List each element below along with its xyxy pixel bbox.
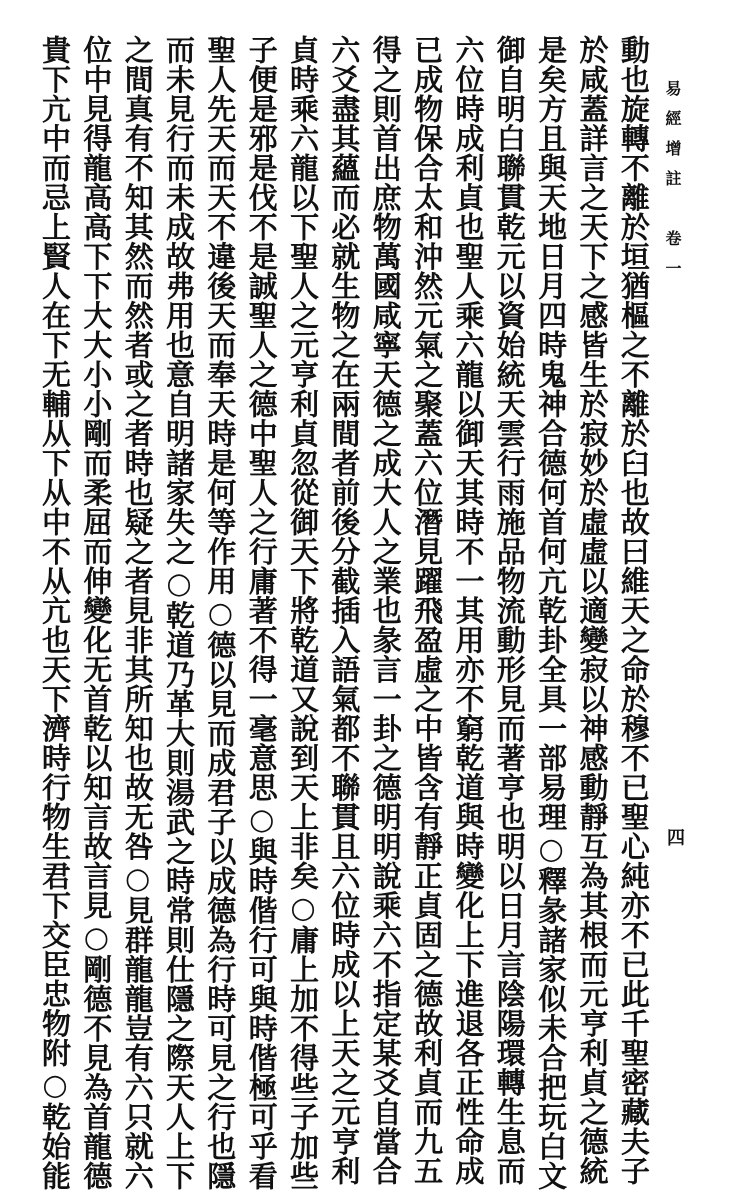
text-column: 六爻盡其蘊而必就生物之在兩間者前後分截插入語氣都不聯貫且六位時成以上天之元亨利	[327, 35, 362, 1186]
body-text	[38, 35, 651, 1191]
text-column: 得之則首出庶物萬國咸寧天德之成大人之業也彖言一卦之德明明說乘六不指定某爻自當合	[368, 35, 403, 1186]
text-column: 而未見行而未成故弗用也意自明諸家失之○乾道乃革大則湯武之時常則仕隱之際天人上下	[162, 35, 197, 1191]
volume-label: 卷一	[663, 230, 682, 290]
text-column: 子便是邪是伐不是誠聖人之德中聖人之行庸著不得一毫意思○與時偕行可與時偕極可乎看	[244, 35, 279, 1191]
text-column: 御自明白聯貫乾元以資始統天雲行雨施品物流動形見而著亨也明以日月言陰陽環轉生息而	[492, 35, 527, 1186]
text-column: 已成物保合太和沖然元氣之聚蓋六位潛見躍飛盈虛之中皆含有靜正貞固之德故利貞而九五	[410, 35, 445, 1186]
text-column: 位中見得龍高高下下大大小小剛而柔屈而伸變化无首乾以知言故言見○剛德不見為首龍德	[79, 35, 114, 1191]
text-column: 是矣方且與天地日月四時鬼神合德何首何亢乾卦全具一部易理○釋彖諸家似未合把玩白文	[534, 35, 569, 1191]
text-column: 貴下亢中而忌上賢人在下无輔从下从中不从亢也天下濟時行物生君下交臣忠物附○乾始能	[38, 35, 72, 1191]
text-column: 聖人先天而天不違後天而奉天時是何等作用○德以見而成君子以成德為行時可見之行也隱	[203, 35, 238, 1191]
text-column: 於咸蓋詳言之天下之感皆生於寂妙於虛虛以適變寂以神感動靜互為其根而元亨利貞之德統	[575, 35, 610, 1186]
text-column: 之間真有不知其然而然者或之者時也疑之者見非其所知也故无咎○見群龍龍豈有六只就六	[120, 35, 155, 1191]
page-number: 四	[664, 828, 685, 846]
book-title: 易經增註	[663, 80, 682, 200]
running-header	[660, 80, 684, 290]
text-column: 動也旋轉不離於垣猶樞之不離於臼也故曰維天之命於穆不已聖心純亦不已此千聖密藏夫子	[616, 35, 651, 1186]
text-column: 貞時乘六龍以下聖人之元亨利貞忽從御天下將乾道又說到天上非矣○庸上加不得些子加些	[286, 35, 321, 1191]
text-column: 六位時成利貞也聖人乘六龍以御天其時不一其用亦不窮乾道與時變化上下進退各正性命成	[451, 35, 486, 1186]
